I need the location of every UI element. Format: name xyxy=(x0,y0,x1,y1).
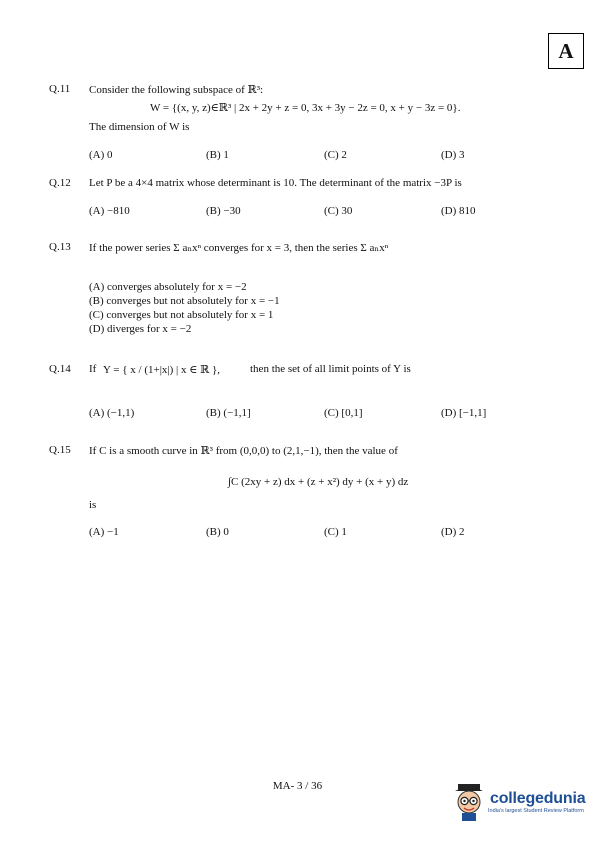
question-text: The dimension of W is xyxy=(89,121,190,133)
question-text: If C is a smooth curve in ℝ³ from (0,0,0) to (2,1,−1), then the value of xyxy=(89,445,398,457)
question-text: then the set of all limit points of Y is xyxy=(250,363,411,375)
option-c: (C) 1 xyxy=(324,526,347,538)
option-b: (B) 0 xyxy=(206,526,229,538)
option-b: (B) (−1,1] xyxy=(206,407,251,419)
option-d: (D) 810 xyxy=(441,205,476,217)
logo-tagline: India's largest Student Review Platform xyxy=(488,808,584,814)
question-number: Q.14 xyxy=(49,363,71,375)
option-c: (C) 2 xyxy=(324,149,347,161)
option-a: (A) converges absolutely for x = −2 xyxy=(89,281,247,293)
option-b: (B) −30 xyxy=(206,205,241,217)
question-set-code: A xyxy=(548,33,584,69)
option-d: (D) [−1,1] xyxy=(441,407,487,419)
option-c: (C) [0,1] xyxy=(324,407,363,419)
option-c: (C) 30 xyxy=(324,205,353,217)
question-text: Consider the following subspace of ℝ³: xyxy=(89,84,264,96)
question-formula: Y = { x / (1+|x|) | x ∈ ℝ }, xyxy=(103,364,221,376)
mascot-icon xyxy=(452,782,486,822)
question-number: Q.11 xyxy=(49,83,71,95)
page-number: MA- 3 / 36 xyxy=(272,780,323,792)
option-b: (B) converges but not absolutely for x = −1 xyxy=(89,295,280,307)
option-b: (B) 1 xyxy=(206,149,229,161)
option-c: (C) converges but not absolutely for x = 1 xyxy=(89,309,274,321)
question-number: Q.12 xyxy=(49,177,71,189)
question-text: is xyxy=(89,499,97,511)
question-number: Q.15 xyxy=(49,444,71,456)
question-number: Q.13 xyxy=(49,241,71,253)
question-formula: W = {(x, y, z)∈ℝ³ | 2x + 2y + z = 0, 3x + 3y − 2z = 0, x + y − 3z = 0}. xyxy=(150,102,461,114)
option-a: (A) −810 xyxy=(89,205,130,217)
option-d: (D) 2 xyxy=(441,526,465,538)
question-text: If the power series Σ aₙxⁿ converges for x = 3, then the series Σ aₙxⁿ xyxy=(89,242,389,254)
question-text: If xyxy=(89,363,97,375)
logo-wordmark: collegedunia xyxy=(490,790,586,807)
question-formula: ∫C (2xy + z) dx + (z + x²) dy + (x + y) dz xyxy=(228,476,409,488)
option-a: (A) (−1,1) xyxy=(89,407,135,419)
option-a: (A) −1 xyxy=(89,526,119,538)
option-d: (D) diverges for x = −2 xyxy=(89,323,192,335)
option-d: (D) 3 xyxy=(441,149,465,161)
question-text: Let P be a 4×4 matrix whose determinant is 10. The determinant of the matrix −3P is xyxy=(89,177,462,189)
option-a: (A) 0 xyxy=(89,149,113,161)
